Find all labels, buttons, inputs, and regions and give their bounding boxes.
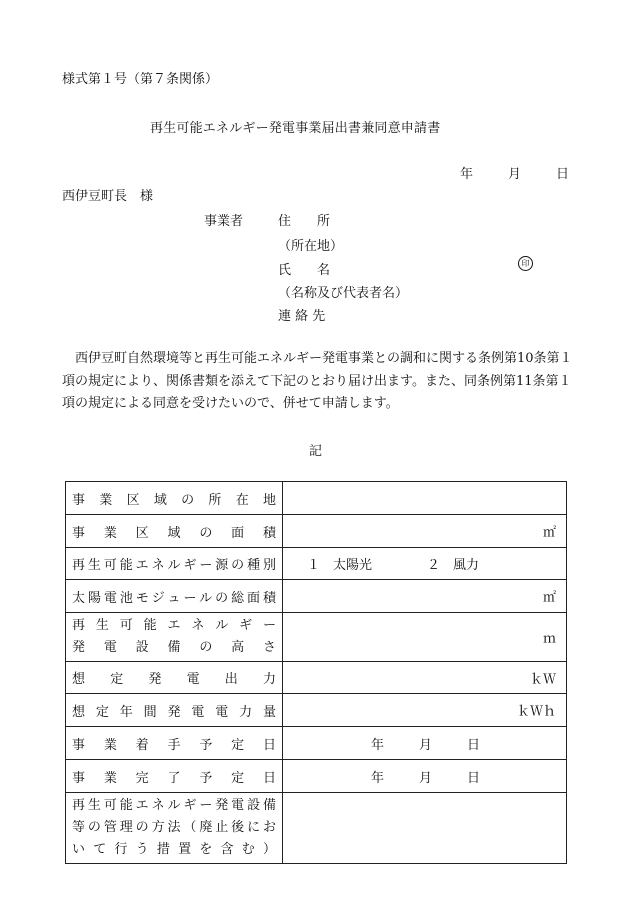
table-row [66, 694, 567, 727]
table-row [66, 580, 567, 613]
value-management-cell[interactable] [283, 793, 567, 864]
unit-area: ㎡ [542, 525, 556, 541]
value-completion-date-cell[interactable] [283, 760, 567, 793]
start-month-label: 月 [419, 737, 433, 753]
addressee: 西伊豆町長 様 [62, 189, 154, 204]
value-module-area-cell[interactable] [283, 580, 567, 613]
table-row [66, 613, 567, 662]
table-row [66, 793, 567, 864]
start-year-label: 年 [371, 737, 385, 753]
row-label-management-line1: 再生可能エネルギー発電設備 [72, 798, 276, 813]
unit-module-area: ㎡ [542, 590, 556, 606]
page-title: 再生可能エネルギー発電事業届出書兼同意申請書 [150, 121, 441, 136]
value-height-cell[interactable] [283, 613, 567, 662]
table-row [66, 515, 567, 548]
row-label-height-line1: 再生可能エネルギー [72, 618, 276, 633]
value-location-cell[interactable] [283, 482, 567, 515]
seal-mark: 印 [518, 256, 533, 271]
table-row [66, 727, 567, 760]
applicant-representative-label: （名称及び代表者名） [278, 286, 409, 301]
row-label-annual-energy: 想定年間発電電力量 [66, 694, 283, 727]
row-label-start-date: 事業着手予定日 [66, 727, 283, 760]
body-paragraph: 西伊豆町自然環境等と再生可能エネルギー発電事業との調和に関する条例第10条第１項の規定により、関係書類を添えて下記のとおり届け出ます。また、同条例第11条第１項の規定による同意を受けたいので、併せて申請します。 [62, 351, 573, 411]
row-label-area: 事業区域の面積 [66, 515, 283, 548]
submission-date [460, 163, 569, 182]
option-solar[interactable]: １ 太陽光 [307, 558, 373, 573]
value-output-cell[interactable] [283, 662, 567, 694]
applicant-address-label: 住 所 [278, 214, 331, 229]
row-label-output: 想定発電出力 [66, 662, 283, 694]
row-label-energy-type: 再生可能エネルギー源の種別 [66, 548, 283, 580]
row-label-management-line2: 等の管理の方法（廃止後にお [72, 820, 276, 835]
completion-year-label: 年 [371, 770, 385, 786]
unit-annual-energy: ｋＷｈ [516, 704, 556, 720]
table-row [66, 760, 567, 793]
value-energy-type-cell[interactable] [283, 548, 567, 580]
start-day-label: 日 [467, 737, 481, 753]
row-label-management [66, 793, 283, 864]
completion-month-label: 月 [419, 770, 433, 786]
applicant-location-label: （所在地） [278, 239, 344, 254]
row-label-completion-date: 事業完了予定日 [66, 760, 283, 793]
table-row [66, 662, 567, 694]
row-label-module-area: 太陽電池モジュールの総面積 [66, 580, 283, 613]
row-label-height-line2: 発電設備の高さ [72, 640, 276, 655]
applicant-label: 事業者 [204, 214, 244, 229]
row-label-management-line3: いて行う措置を含む） [72, 842, 276, 857]
table-row [66, 548, 567, 580]
form-number: 様式第１号（第７条関係） [62, 72, 219, 87]
date-month-label: 月 [508, 167, 522, 182]
completion-day-label: 日 [467, 770, 481, 786]
row-label-location: 事業区域の所在地 [66, 482, 283, 515]
applicant-name-label: 氏 名 [278, 263, 331, 278]
date-day-label: 日 [556, 167, 570, 182]
application-table [65, 481, 567, 864]
value-start-date-cell[interactable] [283, 727, 567, 760]
option-wind[interactable]: ２ 風力 [427, 558, 480, 573]
table-row [66, 482, 567, 515]
unit-output: ｋＷ [529, 672, 556, 687]
value-area-cell[interactable] [283, 515, 567, 548]
date-year-label: 年 [460, 167, 474, 182]
row-label-height [66, 613, 283, 662]
unit-height: ｍ [542, 631, 556, 647]
ki-heading: 記 [309, 444, 323, 459]
applicant-contact-label: 連 絡 先 [278, 309, 326, 324]
value-annual-energy-cell[interactable] [283, 694, 567, 727]
